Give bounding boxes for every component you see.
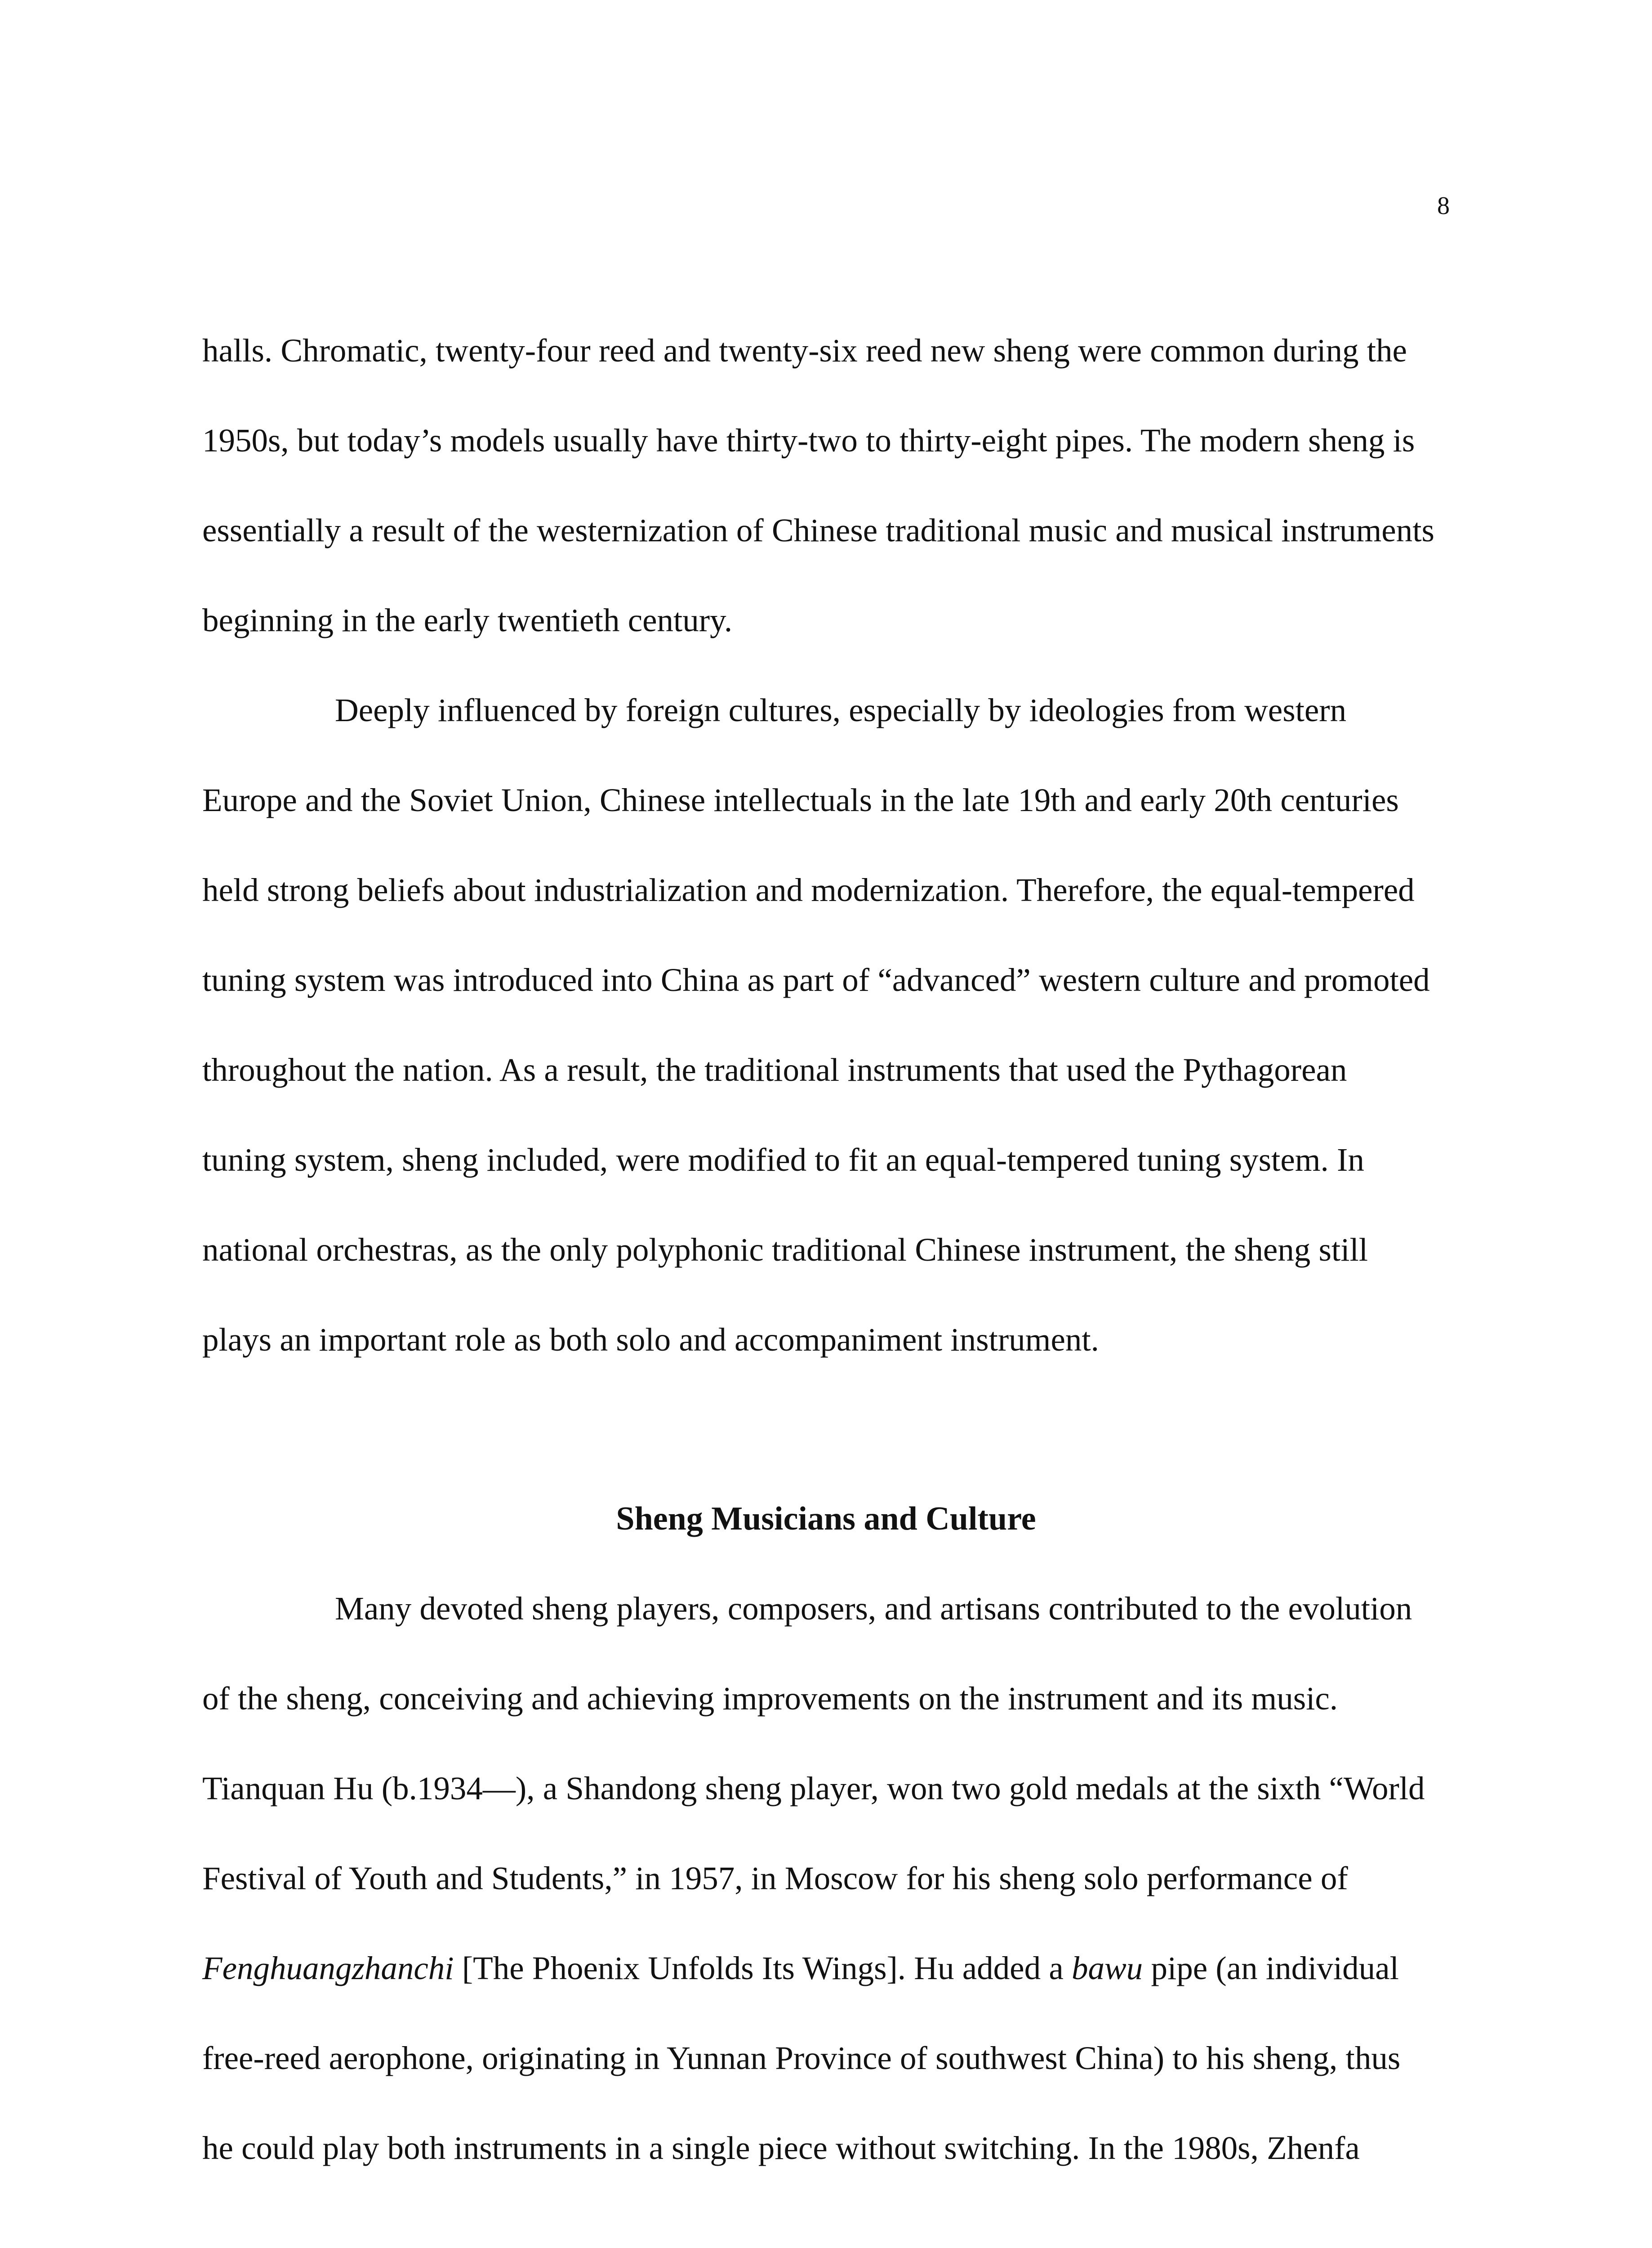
- section-sheng-musicians: [202, 1474, 1450, 2193]
- page-number: 8: [1437, 192, 1450, 220]
- instrument-term: bawu: [1071, 1950, 1143, 1986]
- text-line: free-reed aerophone, originating in Yunnan Province of southwest China) to his sheng, thus: [202, 2040, 1401, 2076]
- text-line: of the sheng, conceiving and achieving improvements on the instrument and its music.: [202, 1680, 1338, 1717]
- text-line: beginning in the early twentieth century.: [202, 602, 733, 638]
- text-line: national orchestras, as the only polyphonic traditional Chinese instrument, the sheng still: [202, 1231, 1368, 1268]
- text-line: Festival of Youth and Students,” in 1957, in Moscow for his sheng solo performance of: [202, 1860, 1348, 1896]
- text-line: he could play both instruments in a single piece without switching. In the 1980s, Zhenfa: [202, 2130, 1360, 2166]
- section-heading: Sheng Musicians and Culture: [616, 1500, 1036, 1537]
- text-line: halls. Chromatic, twenty-four reed and twenty-six reed new sheng were common during the: [202, 332, 1407, 369]
- work-title: Fenghuangzhanchi: [202, 1950, 454, 1986]
- text-line: Tianquan Hu (b.1934—), a Shandong sheng player, won two gold medals at the sixth “World: [202, 1770, 1425, 1806]
- text-line: 1950s, but today’s models usually have thirty-two to thirty-eight pipes. The modern sheng is: [202, 422, 1415, 459]
- text-line: tuning system was introduced into China as part of “advanced” western culture and promoted: [202, 962, 1430, 998]
- text-run: [The Phoenix Unfolds Its Wings]. Hu added a: [454, 1950, 1072, 1986]
- text-run: pipe (an individual: [1143, 1950, 1399, 1986]
- text-line: held strong beliefs about industrialization and modernization. Therefore, the equal-tempered: [202, 872, 1415, 908]
- paragraph-westernization: [202, 306, 1450, 665]
- text-line: essentially a result of the westernization of Chinese traditional music and musical instruments: [202, 512, 1434, 549]
- paragraph-foreign-influence: [202, 665, 1450, 1385]
- text-line-mixed: [202, 1923, 1450, 2013]
- text-line: plays an important role as both solo and accompaniment instrument.: [202, 1321, 1099, 1358]
- text-line: Many devoted sheng players, composers, and artisans contributed to the evolution: [335, 1590, 1412, 1627]
- text-line: throughout the nation. As a result, the traditional instruments that used the Pythagorean: [202, 1052, 1347, 1088]
- text-line: Deeply influenced by foreign cultures, especially by ideologies from western: [335, 692, 1347, 728]
- text-line: tuning system, sheng included, were modified to fit an equal-tempered tuning system. In: [202, 1142, 1364, 1178]
- text-line: Europe and the Soviet Union, Chinese intellectuals in the late 19th and early 20th centuries: [202, 782, 1399, 818]
